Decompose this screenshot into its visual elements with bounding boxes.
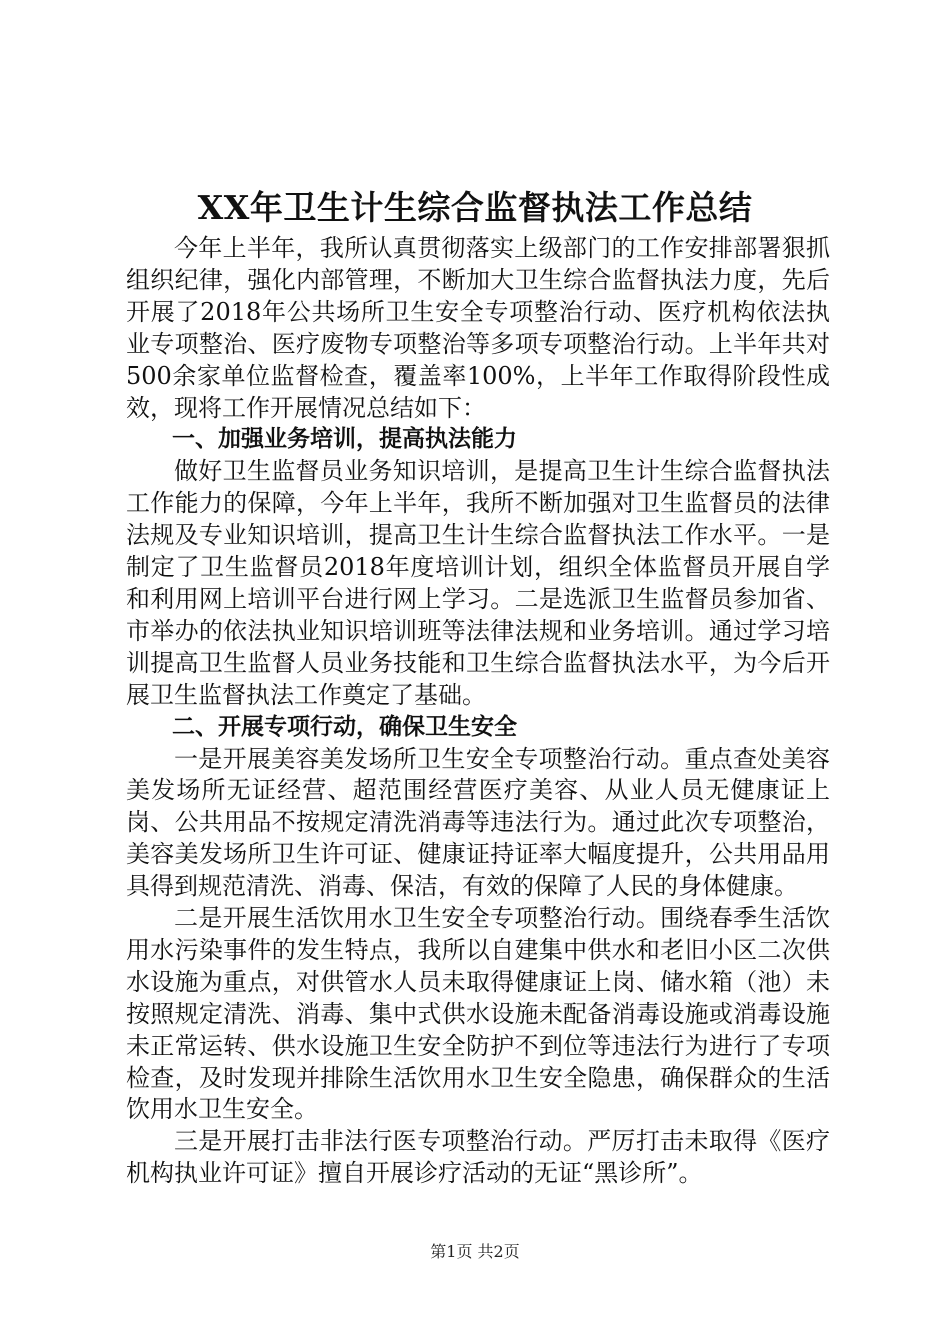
page-number-footer: 第1页 共2页 (430, 1242, 520, 1261)
section-2-paragraph-2: 二是开展生活饮用水卫生安全专项整治行动。围绕春季生活饮用水污染事件的发生特点，我所以自建集中供水和老旧小区二次供水设施为重点，对供管水人员未取得健康证上岗、储水箱（池）未按照规定清洗、消毒、集中式供水设施未配备消毒设施或消毒设施未正常运转、供水设施卫生安全防护不到位等违法行为进行了专项检查，及时发现并排除生活饮用水卫生安全隐患，确保群众的生活饮用水卫生安全。 (126, 904, 830, 1124)
intro-paragraph: 今年上半年，我所认真贯彻落实上级部门的工作安排部署狠抓组织纪律，强化内部管理，不断加大卫生综合监督执法力度，先后开展了2018年公共场所卫生安全专项整治行动、医疗机构依法执业专项整治、医疗废物专项整治等多项专项整治行动。上半年共对500余家单位监督检查，覆盖率100%，上半年工作取得阶段性成效，现将工作开展情况总结如下： (126, 234, 830, 422)
section-2-paragraph-1: 一是开展美容美发场所卫生安全专项整治行动。重点查处美容美发场所无证经营、超范围经营医疗美容、从业人员无健康证上岗、公共用品不按规定清洗消毒等违法行为。通过此次专项整治，美容美发场所卫生许可证、健康证持证率大幅度提升，公共用品用具得到规范清洗、消毒、保洁，有效的保障了人民的身体健康。 (126, 744, 830, 901)
section-heading-2: 二、开展专项行动，确保卫生安全 (172, 713, 517, 740)
section-heading-1: 一、加强业务培训，提高执法能力 (172, 426, 517, 453)
section-2-paragraph-3: 三是开展打击非法行医专项整治行动。严厉打击未取得《医疗机构执业许可证》擅自开展诊疗活动的无证“黑诊所”。 (126, 1127, 830, 1188)
document-title: XX年卫生计生综合监督执法工作总结 (197, 188, 753, 227)
document-body (126, 233, 830, 1190)
section-1-paragraph: 做好卫生监督员业务知识培训，是提高卫生计生综合监督执法工作能力的保障，今年上半年，我所不断加强对卫生监督员的法律法规及专业知识培训，提高卫生计生综合监督执法工作水平。一是制定了卫生监督员2018年度培训计划，组织全体监督员开展自学和利用网上培训平台进行网上学习。二是选派卫生监督员参加省、市举办的依法执业知识培训班等法律法规和业务培训。通过学习培训提高卫生监督人员业务技能和卫生综合监督执法水平，为今后开展卫生监督执法工作奠定了基础。 (126, 457, 830, 709)
